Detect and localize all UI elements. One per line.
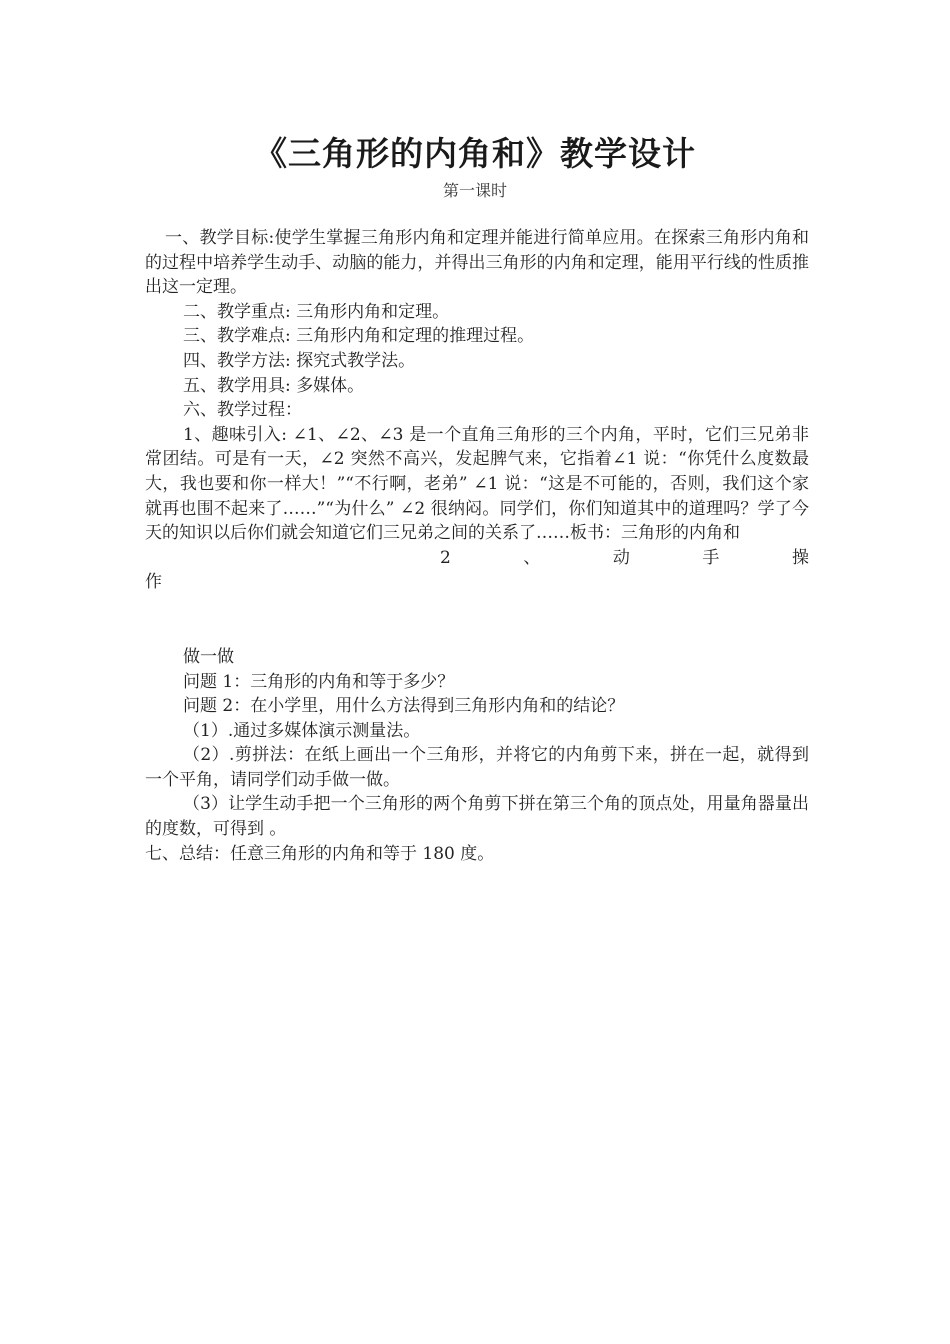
paragraph-teaching-method: 四、教学方法: 探究式教学法。 xyxy=(183,350,416,371)
paragraph-step-3: （3）让学生动手把一个三角形的两个角剪下拼在第三个角的顶点处，用量角器量出 的度数，可得到 。 xyxy=(145,794,809,840)
blank-space xyxy=(145,595,809,645)
heading-hands-on-char: 、 xyxy=(523,547,541,568)
heading-hands-on-char: 手 xyxy=(702,547,720,568)
paragraph-question-1: 问题 1：三角形的内角和等于多少？ xyxy=(183,671,455,692)
heading-hands-on-end: 作 xyxy=(145,572,162,593)
heading-hands-on-char: 2 xyxy=(440,547,451,568)
paragraph-question-2: 问题 2：在小学里，用什么方法得到三角形内角和的结论？ xyxy=(183,696,625,717)
paragraph-teaching-process: 六、教学过程： xyxy=(183,400,302,421)
paragraph-teaching-focus: 二、教学重点: 三角形内角和定理。 xyxy=(183,301,450,322)
paragraph-teaching-tools: 五、教学用具: 多媒体。 xyxy=(183,375,365,396)
heading-hands-on-char: 操 xyxy=(791,547,809,568)
paragraph-try-it: 做一做 xyxy=(183,646,234,667)
document-title: 《三角形的内角和》教学设计 xyxy=(254,134,696,173)
paragraph-step-2: （2）.剪拼法：在纸上画出一个三角形，并将它的内角剪下来，拼在一起，就得到一个平角，请同学们动手做一做。 xyxy=(145,745,809,790)
document-body xyxy=(145,226,809,866)
heading-hands-on-char: 动 xyxy=(612,547,630,568)
paragraph-teaching-goal: 一、教学目标:使学生掌握三角形内角和定理并能进行简单应用。在探索三角形内角和的过程中培养学生动手、动脑的能力，并得出三角形的内角和定理，能用平行线的性质推出这一定理。 xyxy=(145,228,809,298)
paragraph-teaching-difficulty: 三、教学难点: 三角形内角和定理的推理过程。 xyxy=(183,326,535,347)
paragraph-fun-intro: 1、趣味引入: ∠1、∠2、∠3 是一个直角三角形的三个内角，平时，它们三兄弟非常团结。可是有一天，∠2 突然不高兴，发起脾气来，它指着∠1 说：“你凭什么度数最大，我也要和你一样大！”“不行啊，老弟” ∠1 说：“这是不可能的，否则，我们这个家就再也围不起来了……”“为什么” ∠2 很纳闷。同学们，你们知道其中的道理吗？学了今天的知识以后你们就会知道它们三兄弟之间的关系了……板书：三角形的内角和 xyxy=(145,424,809,544)
document-subtitle: 第一课时 xyxy=(442,181,507,200)
paragraph-summary: 七、总结：任意三角形的内角和等于 180 度。 xyxy=(145,843,495,864)
paragraph-step-1: （1）.通过多媒体演示测量法。 xyxy=(183,720,421,741)
heading-hands-on xyxy=(145,546,809,571)
